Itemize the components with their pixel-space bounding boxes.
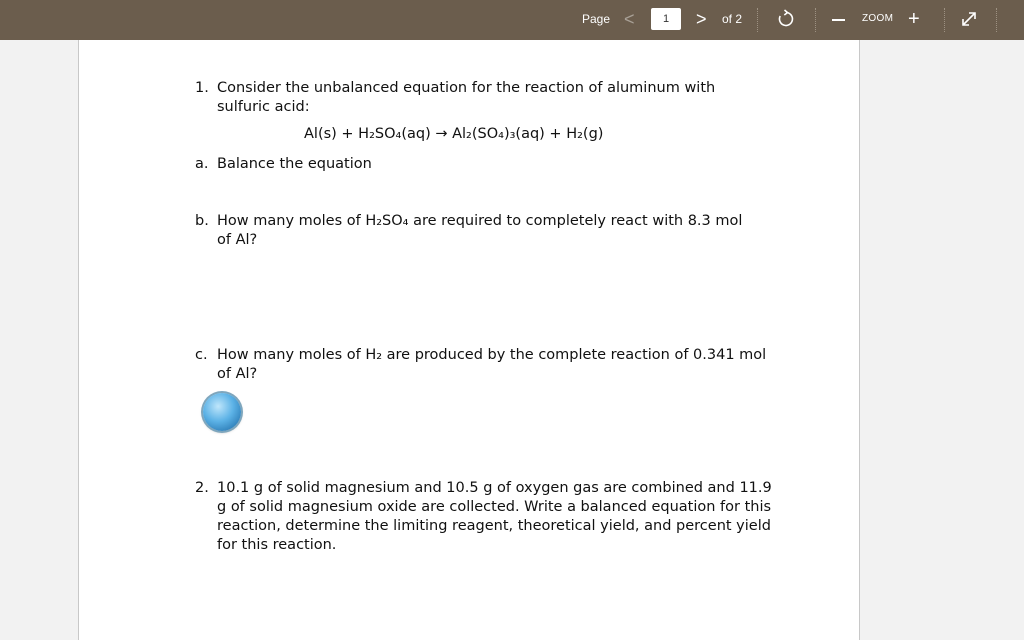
document-page xyxy=(78,40,860,640)
chemical-equation: Al(s) + H₂SO₄(aq) → Al₂(SO₄)₃(aq) + H₂(g) xyxy=(304,126,604,142)
question-number: 1. xyxy=(195,80,209,96)
page-count-label: of 2 xyxy=(722,12,743,26)
question-number: 2. xyxy=(195,480,209,496)
part-text: How many moles of H₂ are produced by the complete reaction of 0.341 mol of Al? xyxy=(217,347,767,382)
page-number-input[interactable] xyxy=(651,8,681,30)
toolbar-divider xyxy=(757,8,758,32)
part-text: Balance the equation xyxy=(217,156,372,172)
previous-page-button[interactable]: < xyxy=(624,9,635,29)
next-page-button[interactable]: > xyxy=(696,9,707,29)
part-label: a. xyxy=(195,156,209,172)
rotate-icon[interactable] xyxy=(776,9,796,29)
part-label: b. xyxy=(195,213,209,229)
chat-bubble-icon[interactable] xyxy=(203,393,241,431)
toolbar-divider xyxy=(944,8,945,32)
question-text: Consider the unbalanced equation for the reaction of aluminum with sulfuric acid: xyxy=(217,80,716,115)
toolbar-divider xyxy=(815,8,816,32)
question-text: 10.1 g of solid magnesium and 10.5 g of oxygen gas are combined and 11.9 g of solid magnesium oxide are collected. Write a balanced equation for this reaction, determine the limiting reagent, theoretical yield, and percent yield for this reaction. xyxy=(217,480,772,553)
toolbar-divider xyxy=(996,8,997,32)
part-label: c. xyxy=(195,347,208,363)
zoom-in-button[interactable]: + xyxy=(908,8,920,30)
viewer-toolbar xyxy=(0,0,1024,40)
expand-icon[interactable] xyxy=(960,10,978,28)
zoom-label: ZOOM xyxy=(862,13,894,24)
part-text: How many moles of H₂SO₄ are required to completely react with 8.3 mol of Al? xyxy=(217,213,743,248)
zoom-out-button[interactable] xyxy=(832,19,845,21)
page-label: Page xyxy=(582,12,611,26)
